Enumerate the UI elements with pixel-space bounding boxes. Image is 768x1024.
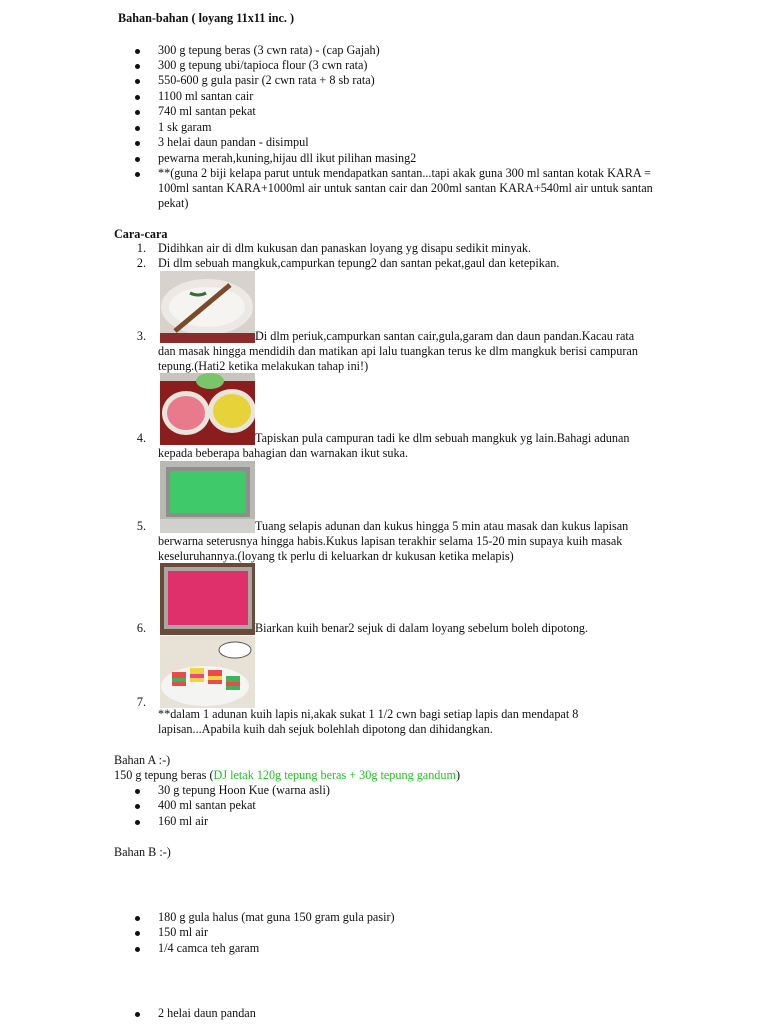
step-number: 6. — [136, 621, 146, 635]
step-text: Di dlm sebuah mangkuk,campurkan tepung2 dan santan pekat,gaul dan ketepikan. — [158, 256, 560, 270]
step-text: Tapiskan pula campuran tadi ke dlm sebuah mangkuk yg lain.Bahagi adunan kepada beberapa bahagian dan warnakan ikut suka. — [158, 431, 630, 460]
list-item: 30 g tepung Hoon Kue (warna asli) — [158, 783, 330, 797]
step-number: 2. — [136, 256, 146, 270]
step-text: Di dlm periuk,campurkan santan cair,gula,garam dan daun pandan.Kacau rata dan masak hingga mendidih dan matikan api lalu tuangkan terus ke dlm mangkuk berisi campuran tepung.(Hati2 ketika melakukan tahap ini!) — [158, 329, 638, 373]
list-item: 180 g gula halus (mat guna 150 gram gula pasir) — [158, 910, 395, 924]
method-title: Cara-cara — [114, 227, 168, 241]
list-item: pewarna merah,kuning,hijau dll ikut pilihan masing2 — [158, 151, 417, 165]
list-item: 300 g tepung beras (3 cwn rata) - (cap Gajah) — [158, 43, 380, 57]
list-item: 740 ml santan pekat — [158, 104, 256, 118]
list-item: 160 ml air — [158, 814, 209, 828]
list-item: 400 ml santan pekat — [158, 798, 256, 812]
list-item: 150 ml air — [158, 925, 209, 939]
ingredients-title: Bahan-bahan ( loyang 11x11 inc. ) — [118, 11, 295, 25]
step-text: Didihkan air di dlm kukusan dan panaskan loyang yg disapu sedikit minyak. — [158, 241, 532, 255]
list-item: 550-600 g gula pasir (2 cwn rata + 8 sb rata) — [158, 73, 375, 87]
step-text: Biarkan kuih benar2 sejuk di dalam loyang sebelum boleh dipotong. — [255, 621, 589, 635]
bahan-b-title: Bahan B :-) — [114, 845, 171, 859]
step-number: 3. — [136, 329, 146, 343]
list-item: 3 helai daun pandan - disimpul — [158, 135, 309, 149]
bahan-a-note: DJ letak 120g tepung beras + 30g tepung gandum — [213, 768, 456, 782]
step-number: 1. — [136, 241, 146, 255]
list-item: 1/4 camca teh garam — [158, 941, 260, 955]
bahan-a-first-line: 150 g tepung beras (DJ letak 120g tepung beras + 30g tepung gandum) — [114, 768, 461, 782]
step-text: Tuang selapis adunan dan kukus hingga 5 min atau masak dan kukus lapisan berwarna seterusnya hingga habis.Kukus lapisan terakhir selama 15-20 min supaya kuih masak keseluruhannya.(loyang tk perlu di keluarkan dr kukusan ketika melapis) — [158, 519, 629, 563]
list-item: 1100 ml santan cair — [158, 89, 254, 103]
list-item: 2 helai daun pandan — [158, 1006, 256, 1020]
sliced-kuih-photo — [160, 636, 255, 708]
step-text: **dalam 1 adunan kuih lapis ni,akak sukat 1 1/2 cwn bagi setiap lapis dan mendapat 8 lapisan...Apabila kuih dah sejuk bolehlah dipotong dan dihidangkan. — [158, 707, 579, 736]
list-item: 300 g tepung ubi/tapioca flour (3 cwn rata) — [158, 58, 368, 72]
bahan-a-title: Bahan A :-) — [114, 753, 171, 767]
list-item: **(guna 2 biji kelapa parut untuk mendapatkan santan...tapi akak guna 300 ml santan kotak KARA = 100ml santan KARA+1000ml air untuk santan cair dan 200ml santan KARA+540ml air untuk santan pekat) — [158, 166, 653, 210]
step-number: 7. — [136, 695, 146, 709]
step-number: 5. — [136, 519, 146, 533]
step-number: 4. — [136, 431, 146, 445]
list-item: 1 sk garam — [158, 120, 212, 134]
